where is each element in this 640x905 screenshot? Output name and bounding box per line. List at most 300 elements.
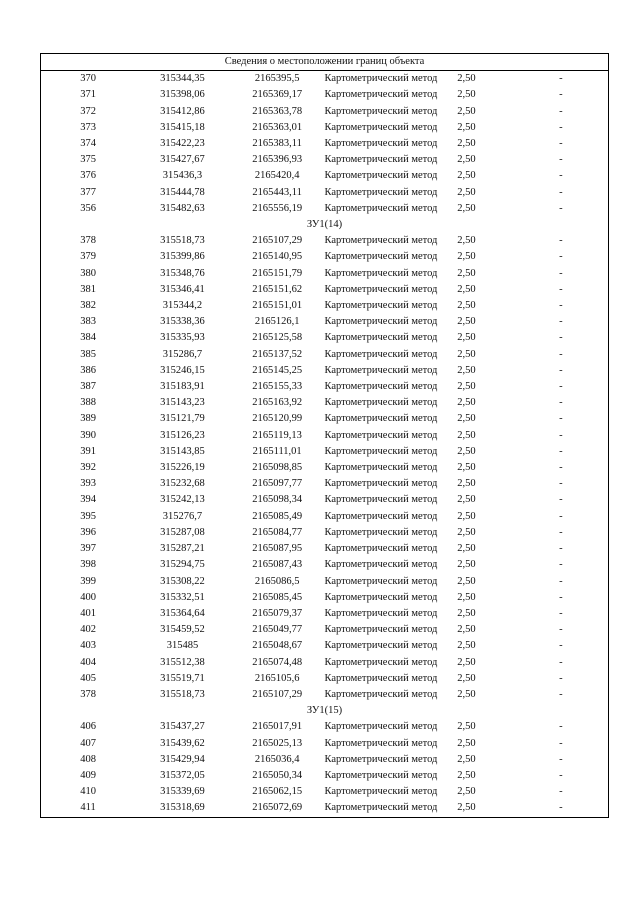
description-cell: - [559,607,563,619]
coord-x-cell: 315482,63 [160,202,205,214]
description-cell: - [559,591,563,603]
table-row [41,152,609,168]
description-cell: - [559,154,563,166]
coord-x-cell: 315399,86 [160,251,205,263]
coord-y-cell: 2165151,01 [252,300,303,312]
table-row [41,168,609,184]
table-row [41,719,609,735]
coord-x-cell: 315126,23 [160,429,205,441]
table-row [41,201,609,217]
coord-y-cell: 2165396,93 [252,154,303,166]
coord-x-cell: 315246,15 [160,364,205,376]
description-cell: - [559,413,563,425]
description-cell: - [559,429,563,441]
coord-y-cell: 2165163,92 [252,397,303,409]
coord-x-cell: 315512,38 [160,656,205,668]
method-cell: Картометрический метод [324,170,438,182]
description-cell: - [559,640,563,652]
coord-x-cell: 315444,78 [160,186,205,198]
precision-cell: 2,50 [457,786,476,798]
precision-cell: 2,50 [457,348,476,360]
point-number-cell: 389 [80,413,96,425]
coord-x-cell: 315439,62 [160,737,205,749]
coord-x-cell: 315308,22 [160,575,205,587]
coord-x-cell: 315415,18 [160,121,205,133]
precision-cell: 2,50 [457,688,476,700]
precision-cell: 2,50 [457,737,476,749]
coord-x-cell: 315437,27 [160,721,205,733]
coord-y-cell: 2165443,11 [252,186,302,198]
coord-x-cell: 315287,08 [160,526,205,538]
point-number-cell: 385 [80,348,96,360]
point-number-cell: 374 [80,138,96,150]
point-number-cell: 380 [80,267,96,279]
precision-cell: 2,50 [457,381,476,393]
method-cell: Картометрический метод [324,186,438,198]
coord-y-cell: 2165087,43 [252,559,303,571]
description-cell: - [559,656,563,668]
method-cell: Картометрический метод [324,105,438,117]
method-cell: Картометрический метод [324,575,438,587]
table-row [41,185,609,201]
method-cell: Картометрический метод [324,688,438,700]
coord-x-cell: 315143,23 [160,397,205,409]
table-row [41,606,609,622]
description-cell: - [559,526,563,538]
method-cell: Картометрический метод [324,591,438,603]
point-number-cell: 379 [80,251,96,263]
table-row [41,347,609,363]
coord-x-cell: 315286,7 [162,348,203,360]
point-number-cell: 384 [80,332,96,344]
precision-cell: 2,50 [457,429,476,441]
point-number-cell: 373 [80,121,96,133]
document-page [40,53,609,818]
description-cell: - [559,397,563,409]
coord-y-cell: 2165120,99 [252,413,303,425]
coord-x-cell: 315519,71 [160,672,205,684]
coord-y-cell: 2165036,4 [254,753,300,765]
table-row [41,87,609,103]
table-row [41,574,609,590]
boundary-table [40,53,609,818]
precision-cell: 2,50 [457,154,476,166]
method-cell: Картометрический метод [324,89,438,101]
table-row [41,120,609,136]
coord-x-cell: 315348,76 [160,267,205,279]
description-cell: - [559,721,563,733]
coord-x-cell: 315121,79 [160,413,205,425]
point-number-cell: 386 [80,364,96,376]
description-cell: - [559,543,563,555]
coord-y-cell: 2165086,5 [254,575,300,587]
description-cell: - [559,494,563,506]
precision-cell: 2,50 [457,300,476,312]
point-number-cell: 356 [80,202,96,214]
coord-x-cell: 315232,68 [160,478,205,490]
table-row [41,314,609,330]
precision-cell: 2,50 [457,802,476,814]
description-cell: - [559,251,563,263]
table-row [41,379,609,395]
point-number-cell: 407 [80,737,96,749]
method-cell: Картометрический метод [324,283,438,295]
table-row [41,282,609,298]
method-cell: Картометрический метод [324,300,438,312]
method-cell: Картометрический метод [324,381,438,393]
coord-y-cell: 2165363,01 [252,121,303,133]
table-row [41,736,609,752]
coord-y-cell: 2165087,95 [252,543,303,555]
precision-cell: 2,50 [457,235,476,247]
coord-y-cell: 2165363,78 [252,105,303,117]
description-cell: - [559,73,563,85]
point-number-cell: 392 [80,462,96,474]
description-cell: - [559,672,563,684]
coord-y-cell: 2165025,13 [252,737,303,749]
coord-y-cell: 2165111,01 [252,445,302,457]
coord-x-cell: 315318,69 [160,802,205,814]
precision-cell: 2,50 [457,607,476,619]
table-row [41,687,609,703]
description-cell: - [559,445,563,457]
precision-cell: 2,50 [457,721,476,733]
coord-y-cell: 2165085,45 [252,591,303,603]
coord-x-cell: 315398,06 [160,89,205,101]
point-number-cell: 403 [80,640,96,652]
method-cell: Картометрический метод [324,138,438,150]
point-number-cell: 388 [80,397,96,409]
table-row [41,476,609,492]
coord-x-cell: 315183,91 [160,381,205,393]
coord-y-cell: 2165107,29 [252,688,303,700]
table-row [41,557,609,573]
point-number-cell: 387 [80,381,96,393]
table-title: Сведения о местоположении границ объекта [41,54,609,71]
point-number-cell: 396 [80,526,96,538]
method-cell: Картометрический метод [324,445,438,457]
precision-cell: 2,50 [457,332,476,344]
coord-y-cell: 2165062,15 [252,786,303,798]
description-cell: - [559,202,563,214]
coord-y-cell: 2165098,85 [252,462,303,474]
coord-y-cell: 2165556,19 [252,202,303,214]
method-cell: Картометрический метод [324,769,438,781]
method-cell: Картометрический метод [324,154,438,166]
precision-cell: 2,50 [457,640,476,652]
table-row [41,428,609,444]
method-cell: Картометрический метод [324,607,438,619]
coord-x-cell: 315332,51 [160,591,205,603]
coord-y-cell: 2165097,77 [252,478,303,490]
description-cell: - [559,170,563,182]
method-cell: Картометрический метод [324,413,438,425]
table-row [41,104,609,120]
coord-y-cell: 2165107,29 [252,235,303,247]
table-row [41,752,609,768]
point-number-cell: 394 [80,494,96,506]
description-cell: - [559,769,563,781]
table-row [41,655,609,671]
point-number-cell: 381 [80,283,96,295]
description-cell: - [559,478,563,490]
description-cell: - [559,186,563,198]
table-row [41,492,609,508]
description-cell: - [559,138,563,150]
method-cell: Картометрический метод [324,202,438,214]
coord-y-cell: 2165151,79 [252,267,303,279]
description-cell: - [559,510,563,522]
precision-cell: 2,50 [457,186,476,198]
section-row [41,703,609,719]
precision-cell: 2,50 [457,73,476,85]
point-number-cell: 391 [80,445,96,457]
point-number-cell: 370 [80,73,96,85]
point-number-cell: 410 [80,786,96,798]
method-cell: Картометрический метод [324,786,438,798]
description-cell: - [559,559,563,571]
table-row [41,800,609,817]
coord-y-cell: 2165395,5 [254,73,300,85]
precision-cell: 2,50 [457,526,476,538]
precision-cell: 2,50 [457,559,476,571]
precision-cell: 2,50 [457,364,476,376]
coord-x-cell: 315459,52 [160,624,205,636]
method-cell: Картометрический метод [324,397,438,409]
description-cell: - [559,462,563,474]
table-row [41,330,609,346]
description-cell: - [559,737,563,749]
precision-cell: 2,50 [457,494,476,506]
method-cell: Картометрический метод [324,235,438,247]
coord-x-cell: 315338,36 [160,316,205,328]
precision-cell: 2,50 [457,769,476,781]
precision-cell: 2,50 [457,510,476,522]
precision-cell: 2,50 [457,672,476,684]
method-cell: Картометрический метод [324,802,438,814]
table-row [41,411,609,427]
coord-x-cell: 315335,93 [160,332,205,344]
section-row [41,217,609,233]
method-cell: Картометрический метод [324,429,438,441]
method-cell: Картометрический метод [324,737,438,749]
table-row [41,784,609,800]
method-cell: Картометрический метод [324,656,438,668]
coord-x-cell: 315422,23 [160,138,205,150]
description-cell: - [559,624,563,636]
coord-y-cell: 2165137,52 [252,348,303,360]
description-cell: - [559,121,563,133]
precision-cell: 2,50 [457,121,476,133]
coord-x-cell: 315372,05 [160,769,205,781]
table-row [41,509,609,525]
point-number-cell: 382 [80,300,96,312]
method-cell: Картометрический метод [324,478,438,490]
point-number-cell: 398 [80,559,96,571]
coord-x-cell: 315429,94 [160,753,205,765]
coord-y-cell: 2165126,1 [254,316,300,328]
point-number-cell: 399 [80,575,96,587]
coord-y-cell: 2165049,77 [252,624,303,636]
point-number-cell: 390 [80,429,96,441]
description-cell: - [559,283,563,295]
table-row [41,233,609,249]
method-cell: Картометрический метод [324,624,438,636]
coord-y-cell: 2165420,4 [254,170,300,182]
point-number-cell: 378 [80,235,96,247]
description-cell: - [559,753,563,765]
precision-cell: 2,50 [457,283,476,295]
table-row [41,71,609,88]
coord-y-cell: 2165119,13 [252,429,302,441]
precision-cell: 2,50 [457,170,476,182]
coord-x-cell: 315344,2 [162,300,203,312]
coord-y-cell: 2165072,69 [252,802,303,814]
coord-x-cell: 315412,86 [160,105,205,117]
coord-x-cell: 315294,75 [160,559,205,571]
method-cell: Картометрический метод [324,721,438,733]
description-cell: - [559,575,563,587]
precision-cell: 2,50 [457,138,476,150]
table-header-row [41,54,609,71]
section-title: ЗУ1(15) [306,705,343,717]
point-number-cell: 371 [80,89,96,101]
table-row [41,590,609,606]
coord-y-cell: 2165017,91 [252,721,303,733]
table-row [41,266,609,282]
description-cell: - [559,300,563,312]
point-number-cell: 401 [80,607,96,619]
table-row [41,395,609,411]
precision-cell: 2,50 [457,543,476,555]
method-cell: Картометрический метод [324,753,438,765]
method-cell: Картометрический метод [324,316,438,328]
coord-x-cell: 315518,73 [160,688,205,700]
coord-y-cell: 2165084,77 [252,526,303,538]
method-cell: Картометрический метод [324,526,438,538]
description-cell: - [559,89,563,101]
coord-y-cell: 2165050,34 [252,769,303,781]
point-number-cell: 395 [80,510,96,522]
coord-y-cell: 2165140,95 [252,251,303,263]
precision-cell: 2,50 [457,753,476,765]
description-cell: - [559,105,563,117]
coord-x-cell: 315276,7 [162,510,203,522]
method-cell: Картометрический метод [324,348,438,360]
table-row [41,136,609,152]
precision-cell: 2,50 [457,397,476,409]
coord-x-cell: 315364,64 [160,607,205,619]
point-number-cell: 383 [80,316,96,328]
coord-x-cell: 315518,73 [160,235,205,247]
point-number-cell: 377 [80,186,96,198]
method-cell: Картометрический метод [324,121,438,133]
point-number-cell: 406 [80,721,96,733]
description-cell: - [559,316,563,328]
point-number-cell: 411 [80,802,96,814]
table-row [41,363,609,379]
coord-x-cell: 315436,3 [162,170,203,182]
point-number-cell: 409 [80,769,96,781]
precision-cell: 2,50 [457,105,476,117]
table-row [41,638,609,654]
point-number-cell: 393 [80,478,96,490]
coord-x-cell: 315143,85 [160,445,205,457]
point-number-cell: 400 [80,591,96,603]
precision-cell: 2,50 [457,89,476,101]
point-number-cell: 408 [80,753,96,765]
method-cell: Картометрический метод [324,267,438,279]
coord-y-cell: 2165369,17 [252,89,303,101]
precision-cell: 2,50 [457,316,476,328]
precision-cell: 2,50 [457,462,476,474]
description-cell: - [559,381,563,393]
method-cell: Картометрический метод [324,494,438,506]
precision-cell: 2,50 [457,591,476,603]
description-cell: - [559,267,563,279]
table-row [41,541,609,557]
coord-y-cell: 2165048,67 [252,640,303,652]
coord-x-cell: 315339,69 [160,786,205,798]
coord-y-cell: 2165151,62 [252,283,303,295]
method-cell: Картометрический метод [324,672,438,684]
table-row [41,525,609,541]
method-cell: Картометрический метод [324,73,438,85]
method-cell: Картометрический метод [324,462,438,474]
method-cell: Картометрический метод [324,510,438,522]
table-row [41,444,609,460]
coord-y-cell: 2165145,25 [252,364,303,376]
description-cell: - [559,364,563,376]
precision-cell: 2,50 [457,575,476,587]
coord-x-cell: 315242,13 [160,494,205,506]
section-title: ЗУ1(14) [306,219,343,231]
coord-y-cell: 2165079,37 [252,607,303,619]
description-cell: - [559,332,563,344]
coord-y-cell: 2165155,33 [252,381,303,393]
description-cell: - [559,688,563,700]
table-row [41,671,609,687]
point-number-cell: 402 [80,624,96,636]
coord-x-cell: 315344,35 [160,73,205,85]
coord-y-cell: 2165085,49 [252,510,303,522]
precision-cell: 2,50 [457,478,476,490]
table-row [41,622,609,638]
description-cell: - [559,235,563,247]
point-number-cell: 378 [80,688,96,700]
precision-cell: 2,50 [457,202,476,214]
coord-x-cell: 315427,67 [160,154,205,166]
description-cell: - [559,802,563,814]
point-number-cell: 405 [80,672,96,684]
coord-y-cell: 2165125,58 [252,332,303,344]
precision-cell: 2,50 [457,445,476,457]
method-cell: Картометрический метод [324,543,438,555]
point-number-cell: 397 [80,543,96,555]
precision-cell: 2,50 [457,251,476,263]
coord-y-cell: 2165383,11 [252,138,302,150]
method-cell: Картометрический метод [324,640,438,652]
coord-y-cell: 2165105,6 [254,672,300,684]
method-cell: Картометрический метод [324,364,438,376]
table-row [41,768,609,784]
point-number-cell: 375 [80,154,96,166]
coord-x-cell: 315485 [166,640,199,652]
method-cell: Картометрический метод [324,559,438,571]
coord-y-cell: 2165074,48 [252,656,303,668]
precision-cell: 2,50 [457,656,476,668]
description-cell: - [559,348,563,360]
